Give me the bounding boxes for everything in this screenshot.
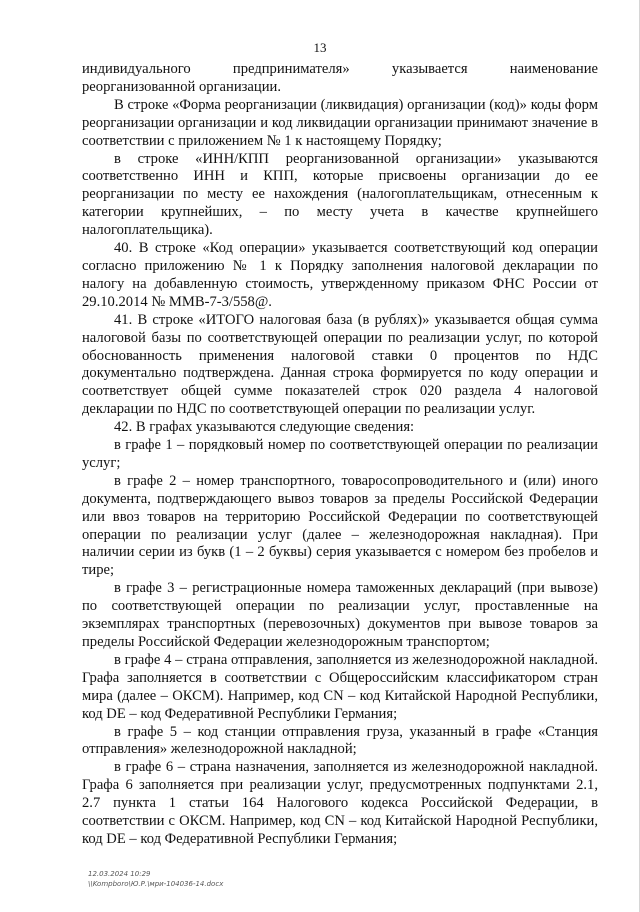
paragraph-column-1: в графе 1 – порядковый номер по соответствующей операции по реализации услуг; (82, 437, 598, 471)
paragraph-column-4: в графе 4 – страна отправления, заполняется из железнодорожной накладной. Графа заполняется в соответствии с Общероссийским классификатором стран мира (далее – ОКСМ). Например, код CN – код Китайской Народной Республики, код DE – код Федеративной Республики Германия; (82, 651, 598, 722)
paragraph-column-3: в графе 3 – регистрационные номера таможенных деклараций (при вывозе) по соответствующей операции по реализации услуг, проставленные на экземплярах транспортных (перевозочных) документов при вывозе товаров за пределы Российской Федерации железнодорожным транспортом; (82, 580, 598, 650)
paragraph-reorganization-form: В строке «Форма реорганизации (ликвидация) организации (код)» коды форм реорганизации организации и код ликвидации организации принимают значение в соответствии с приложением № 1 к настоящему Порядку; (82, 96, 598, 149)
paragraph-40: 40. В строке «Код операции» указывается соответствующий код операции согласно приложению № 1 к Порядку заполнения налоговой декларации по налогу на добавленную стоимость, утвержденному приказом ФНС России от 29.10.2014 № ММВ-7-3/558@. (82, 240, 598, 310)
document-footer (88, 869, 223, 889)
footer-timestamp: 12.03.2024 10:29 (88, 870, 151, 878)
document-body (82, 61, 598, 849)
footer-file-path: \\Kompboro\Ю.Р.\мри-104036-14.docx (88, 880, 224, 888)
paragraph-column-2: в графе 2 – номер транспортного, товаросопроводительного и (или) иного документа, подтверждающего вывоз товаров за пределы Российской Федерации или ввоз товаров на территорию Российской Федерации по соответствующей операции по реализации услуг (далее – железнодорожная накладная). При наличии серии из букв (1 – 2 буквы) серия указывается с номером без пробелов и тире; (82, 472, 598, 579)
paragraph-inn-kpp: в строке «ИНН/КПП реорганизованной организации» указываются соответственно ИНН и КПП, которые присвоены организации до ее реорганизации по месту ее нахождения (налогоплательщикам, отнесенным к категории крупнейших, – по месту учета в качестве крупнейшего налогоплательщика). (82, 150, 598, 239)
paragraph-column-5: в графе 5 – код станции отправления груза, указанный в графе «Станция отправления» железнодорожной накладной; (82, 723, 598, 758)
page-number: 13 (313, 40, 327, 55)
paragraph-continuation: индивидуального предпринимателя» указывается наименование реорганизованной организации. (82, 61, 598, 95)
paragraph-42: 42. В графах указываются следующие сведения: (114, 419, 415, 436)
paragraph-41: 41. В строке «ИТОГО налоговая база (в рублях)» указывается общая сумма налоговой базы по соответствующей операции по реализации услуг, по которой обоснованность применения налоговой ставки 0 процентов по НДС документально подтверждена. Данная строка формируется по коду операции и соответствует общей сумме показателей строк 020 раздела 4 налоговой декларации по НДС по соответствующей операции по реализации услуг. (82, 311, 598, 418)
paragraph-column-6: в графе 6 – страна назначения, заполняется из железнодорожной накладной. Графа 6 заполняется при реализации услуг, предусмотренных подпунктами 2.1, 2.7 пункта 1 статьи 164 Налогового кодекса Российской Федерации, в соответствии с ОКСМ. Например, код CN – код Китайской Народной Республики, код DE – код Федеративной Республики Германия; (82, 759, 598, 847)
